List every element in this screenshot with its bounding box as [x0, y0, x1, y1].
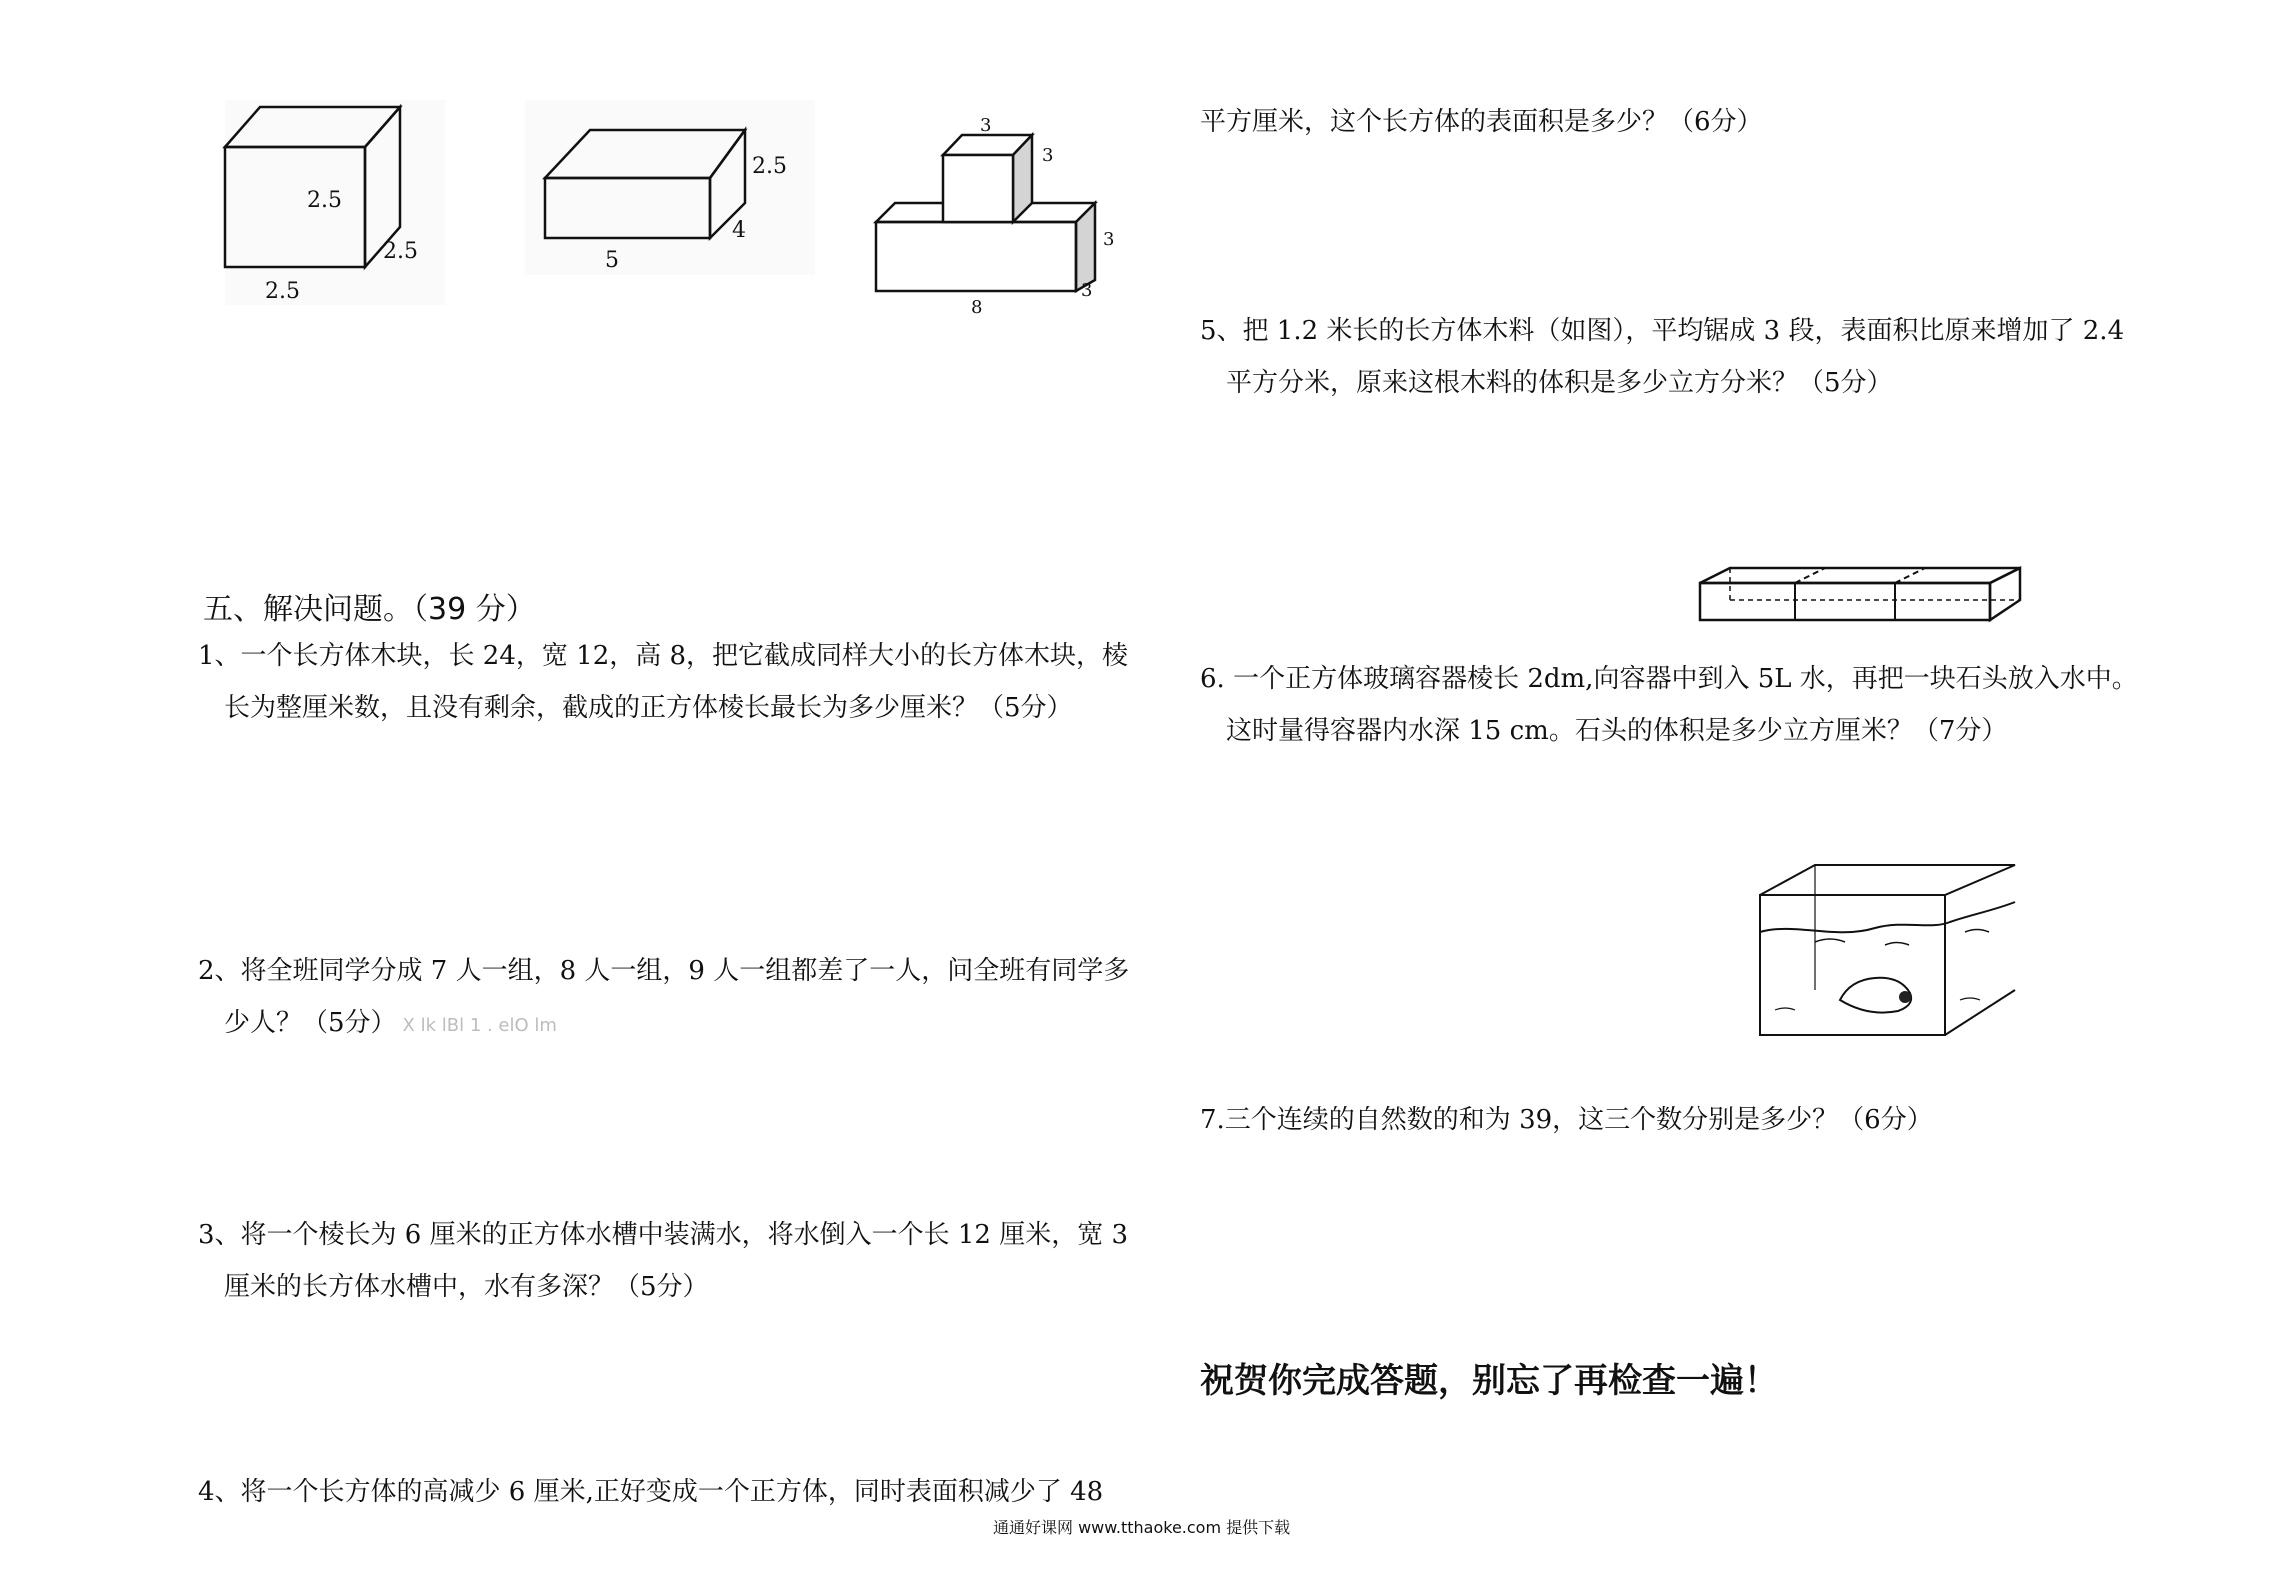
question-1-line-1: 1、一个长方体木块，长 24，宽 12，高 8，把它截成同样大小的长方体木块，棱	[198, 641, 1129, 671]
combo-label-top-width: 3	[980, 115, 992, 136]
container-front-face	[1760, 895, 1945, 1035]
combo-label-base-height: 3	[1103, 229, 1115, 250]
question-2	[198, 945, 1129, 1052]
question-7: 7.三个连续的自然数的和为 39，这三个数分别是多少？（6分）	[1200, 1105, 1933, 1135]
question-4-line-1: 4、将一个长方体的高减少 6 厘米,正好变成一个正方体，同时表面积减少了 48	[198, 1477, 1104, 1507]
question-4	[198, 1466, 1103, 1518]
footer-source: 通通好课网 www.tthaoke.com 提供下载	[993, 1518, 1291, 1537]
plank-top-face	[1700, 568, 2020, 583]
question-5-line-2: 平方分米，原来这根木料的体积是多少立方分米？（5分）	[1226, 368, 1893, 398]
question-6-line-2: 这时量得容器内水深 15 cm。石头的体积是多少立方厘米？（7分）	[1226, 716, 2008, 746]
figure-wood-plank	[1690, 550, 2030, 625]
combo-label-top-height: 3	[1042, 145, 1054, 166]
cube-label-bottom: 2.5	[265, 279, 300, 304]
question-1-line-2: 长为整厘米数，且没有剩余，截成的正方体棱长最长为多少厘米？（5分）	[224, 693, 1073, 723]
plank-cut-dash-2	[1895, 568, 1925, 583]
section-five-title: 五、解决问题。（39 分）	[203, 592, 536, 627]
question-4-continued: 平方厘米，这个长方体的表面积是多少？（6分）	[1200, 107, 1763, 137]
figure-background	[525, 100, 815, 275]
question-1	[198, 630, 1128, 734]
question-3-line-1: 3、将一个棱长为 6 厘米的正方体水槽中装满水，将水倒入一个长 12 厘米，宽 3	[198, 1220, 1129, 1250]
question-2-line-2	[198, 997, 1129, 1052]
congratulations-message: 祝贺你完成答题，别忘了再检查一遍！	[1200, 1361, 1778, 1401]
cuboid-label-depth: 4	[732, 218, 746, 243]
figure-cube	[215, 95, 455, 310]
question-2-line-1: 2、将全班同学分成 7 人一组，8 人一组，9 人一组都差了一人，问全班有同学多	[198, 956, 1130, 986]
water-surface-line	[1760, 902, 2015, 932]
question-5	[1200, 305, 2124, 409]
stone-dark-spot	[1899, 991, 1911, 1003]
question-5-line-1: 5、把 1.2 米长的长方体木料（如图），平均锯成 3 段，表面积比原来增加了 2.4	[1200, 316, 2125, 346]
container-bottom-edge	[1945, 990, 2015, 1035]
combo-base-front	[876, 222, 1076, 291]
question-6	[1200, 653, 2138, 757]
figure-combination	[870, 115, 1130, 325]
combo-label-base-length: 8	[971, 297, 983, 318]
question-3	[198, 1209, 1128, 1313]
figure-glass-container	[1755, 860, 2025, 1040]
question-2-line-2-text: 少人？（5分）	[224, 1008, 397, 1038]
container-top-face	[1760, 865, 2015, 895]
question-3-line-2: 厘米的长方体水槽中，水有多深？（5分）	[224, 1272, 709, 1302]
cuboid-label-height: 2.5	[752, 154, 787, 179]
combo-cube-front	[943, 155, 1013, 222]
scan-noise-text: X lk lBl 1 . elO lm	[402, 1015, 557, 1036]
combo-base-side	[1076, 203, 1095, 291]
plank-front-face	[1700, 583, 1990, 620]
combo-label-base-depth: 3	[1081, 280, 1093, 301]
cube-label-front: 2.5	[307, 188, 342, 213]
question-6-line-1: 6. 一个正方体玻璃容器棱长 2dm,向容器中到入 5L 水，再把一块石头放入水中。	[1200, 664, 2138, 694]
cuboid-label-length: 5	[605, 248, 619, 273]
figure-cuboid	[520, 95, 820, 280]
cube-label-side: 2.5	[383, 239, 418, 264]
plank-cut-dash-1	[1795, 568, 1825, 583]
plank-side-face	[1990, 568, 2020, 620]
